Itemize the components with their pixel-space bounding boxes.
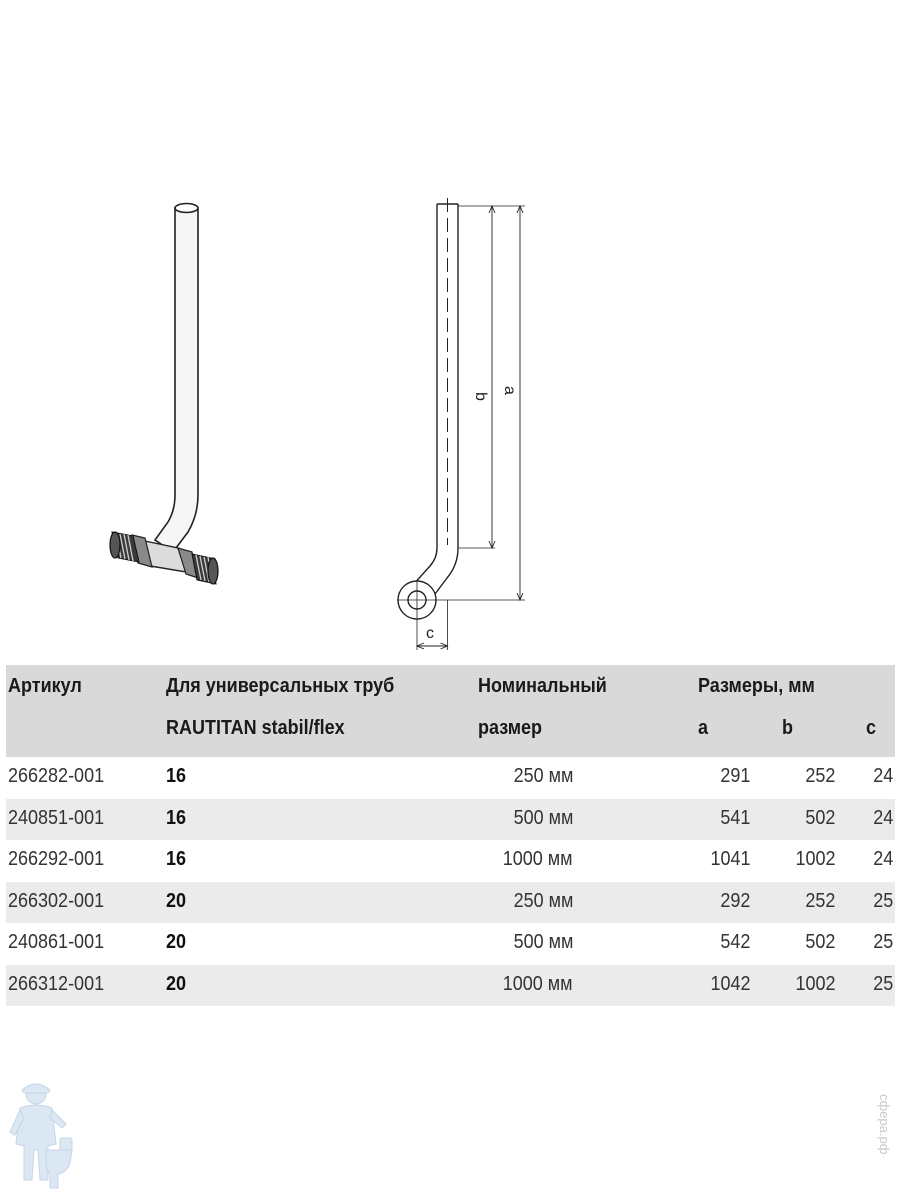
cell-pipe: 20 bbox=[166, 889, 187, 912]
cell-dim-c: 25 bbox=[872, 889, 893, 912]
header-nominal-line2: размер bbox=[478, 717, 543, 739]
cell-dim-b: 1002 bbox=[794, 848, 835, 870]
cell-dim-c: 24 bbox=[872, 848, 893, 870]
cell-pipe: 20 bbox=[166, 972, 187, 995]
cell-dim-a: 542 bbox=[719, 931, 750, 953]
cell-dim-c: 24 bbox=[872, 806, 893, 829]
product-table bbox=[6, 665, 895, 1006]
table-row bbox=[6, 965, 895, 1007]
cell-dim-c: 25 bbox=[872, 972, 893, 995]
table-header bbox=[6, 665, 895, 757]
technical-drawing bbox=[397, 198, 525, 650]
cell-dim-b: 252 bbox=[804, 889, 835, 912]
dim-label-a: a bbox=[501, 386, 518, 395]
table-row bbox=[6, 757, 895, 799]
cell-article: 266312-001 bbox=[8, 972, 105, 995]
cell-dim-c: 25 bbox=[872, 931, 893, 953]
cell-pipe: 16 bbox=[166, 765, 187, 787]
cell-dim-a: 291 bbox=[719, 765, 750, 787]
cell-pipe: 16 bbox=[166, 806, 187, 829]
cell-nominal-size: 250 мм bbox=[513, 889, 573, 912]
header-dims-title: Размеры, мм bbox=[698, 675, 815, 697]
cell-article: 266292-001 bbox=[8, 848, 105, 870]
header-dim-c: c bbox=[866, 717, 877, 739]
svg-text:сфера.рф: сфера.рф bbox=[877, 1094, 892, 1155]
header-dim-a: a bbox=[698, 717, 709, 739]
header-pipes-line2: RAUTITAN stabil/flex bbox=[166, 717, 345, 739]
header-dim-b: b bbox=[782, 717, 793, 739]
table-row bbox=[6, 923, 895, 965]
cell-article: 240851-001 bbox=[8, 806, 105, 829]
fitting-3d-drawing bbox=[110, 204, 218, 585]
dim-label-b: b bbox=[472, 392, 489, 401]
cell-dim-a: 292 bbox=[719, 889, 750, 912]
cell-nominal-size: 1000 мм bbox=[503, 848, 573, 870]
cell-dim-c: 24 bbox=[872, 765, 893, 787]
header-pipes-line1: Для универсальных труб bbox=[166, 675, 395, 697]
table-row bbox=[6, 882, 895, 924]
cell-article: 240861-001 bbox=[8, 931, 105, 953]
cell-article: 266282-001 bbox=[8, 765, 105, 787]
header-article: Артикул bbox=[8, 675, 82, 697]
cell-dim-b: 252 bbox=[804, 765, 835, 787]
cell-dim-b: 1002 bbox=[794, 972, 835, 995]
cell-pipe: 16 bbox=[166, 848, 187, 870]
dim-label-c: c bbox=[426, 625, 434, 642]
table-row bbox=[6, 840, 895, 882]
cell-dim-a: 1042 bbox=[709, 972, 750, 995]
cell-nominal-size: 500 мм bbox=[513, 931, 573, 953]
cell-nominal-size: 250 мм bbox=[513, 765, 573, 787]
cell-nominal-size: 500 мм bbox=[513, 806, 573, 829]
cell-article: 266302-001 bbox=[8, 889, 105, 912]
cell-pipe: 20 bbox=[166, 931, 187, 953]
cell-dim-a: 1041 bbox=[709, 848, 750, 870]
cell-dim-b: 502 bbox=[804, 806, 835, 829]
header-nominal-line1: Номинальный bbox=[478, 675, 607, 697]
cell-dim-a: 541 bbox=[719, 806, 750, 829]
plumber-mascot-icon bbox=[6, 1080, 78, 1195]
cell-dim-b: 502 bbox=[804, 931, 835, 953]
table-row bbox=[6, 799, 895, 841]
watermark-text bbox=[858, 1090, 898, 1190]
cell-nominal-size: 1000 мм bbox=[503, 972, 573, 995]
